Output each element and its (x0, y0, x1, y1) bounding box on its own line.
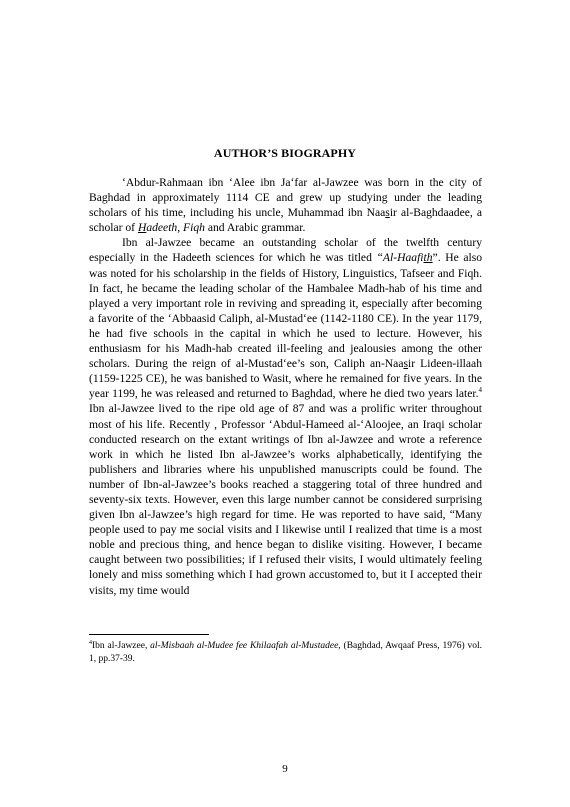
p2-text-f: s (403, 357, 408, 371)
paragraph-2 (89, 235, 482, 597)
page-number: 9 (282, 763, 288, 775)
p2-text-g: ir Lideen-illaah (1159-1225 CE), he was banished to Wasit, where he remained for five years. In the year 1199, he was released and returned to Baghdad, where he died two years later. (89, 357, 482, 401)
footnote-ref[interactable]: 4 (478, 386, 482, 395)
p1-text-a: ‘Abdur-Rahmaan ibn ‘Alee ibn Ja‘far al-Jawzee was born in the city of Baghdad in approximately 1114 CE and grew up studying under the leading scholars of his time, including his uncle, Muhammad ibn Naa (89, 176, 482, 220)
p2-text-d: ” (432, 251, 438, 265)
paragraph-1 (89, 175, 482, 235)
p2-text-b: “Al-Haafi (376, 251, 424, 265)
footnote-title: al-Misbaah al-Mudee fee Khilaafah al-Mustadee, (150, 641, 341, 651)
p2-text-c: th (423, 251, 433, 265)
footnote-number: 4 (89, 639, 92, 646)
biography-text (89, 175, 482, 598)
p2-text-a: Ibn al-Jawzee became an outstanding scholar of the twelfth century especially in the Hadeeth sciences for which he was titled (89, 236, 482, 265)
p2-text-h: Ibn al-Jawzee lived to the ripe old age of 87 and was a prolific writer throughout most of his life. Recently , Professor ‘Abdul-Hameed al-‘Aloojee, an Iraqi scholar conducted research on the extant writings of Ibn al-Jawzee and wrote a reference work in which he listed Ibn al-Jawzee’s works alphabetically, identifying the publishers and libraries where his unpublished manuscripts could be found. The number of Ibn-al-Jawzee’s books reached a staggering total of three hundred and seventy-six texts. However, even this large number cannot be considered surprising given Ibn al-Jawzee’s high regard for time. He was reported to have said, “Many people used to pay me social visits and I likewise until I realized that time is a most noble and precious thing, and hence began to dislike visiting. However, I became caught between two possibilities; if I refused their visits, I would ultimately feeling lonely and miss something which I had grown accustomed to, but it I accepted their visits, my time would (89, 402, 482, 597)
p1-text-d: H (137, 221, 147, 235)
p2-text-e: . He also was noted for his scholarship in the fields of History, Linguistics, Tafseer and Fiqh. In fact, he became the leading scholar of the Hambalee Madh-hab of his time and played a very important role in reviving and spreading it, especially after becoming a favorite of the ‘Abbaasid Caliph, al-Mustad‘ee (1142-1180 CE). In the year 1179, he had five schools in the capital in which he used to lecture. However, his enthusiasm for his Madh-hab created ill-feeling and jealousies among the other scholars. During the reign of al-Mustad‘ee’s son, Caliph an-Naa (89, 251, 483, 371)
p1-text-b: s (385, 206, 390, 220)
p1-text-c: ir al-Baghdaadee, a scholar of (89, 206, 482, 235)
p1-text-e: adeeth, Fiqh (146, 221, 205, 235)
footnote (89, 640, 482, 665)
footnote-text-c: (Baghdad, Awqaaf Press, 1976) vol. 1, pp.37-39. (89, 641, 482, 664)
footnote-text-a: Ibn al-Jawzee, (92, 641, 151, 651)
p1-text-f: and Arabic grammar. (204, 221, 306, 235)
page-heading: AUTHOR’S BIOGRAPHY (213, 146, 357, 160)
footnote-divider (89, 634, 209, 635)
